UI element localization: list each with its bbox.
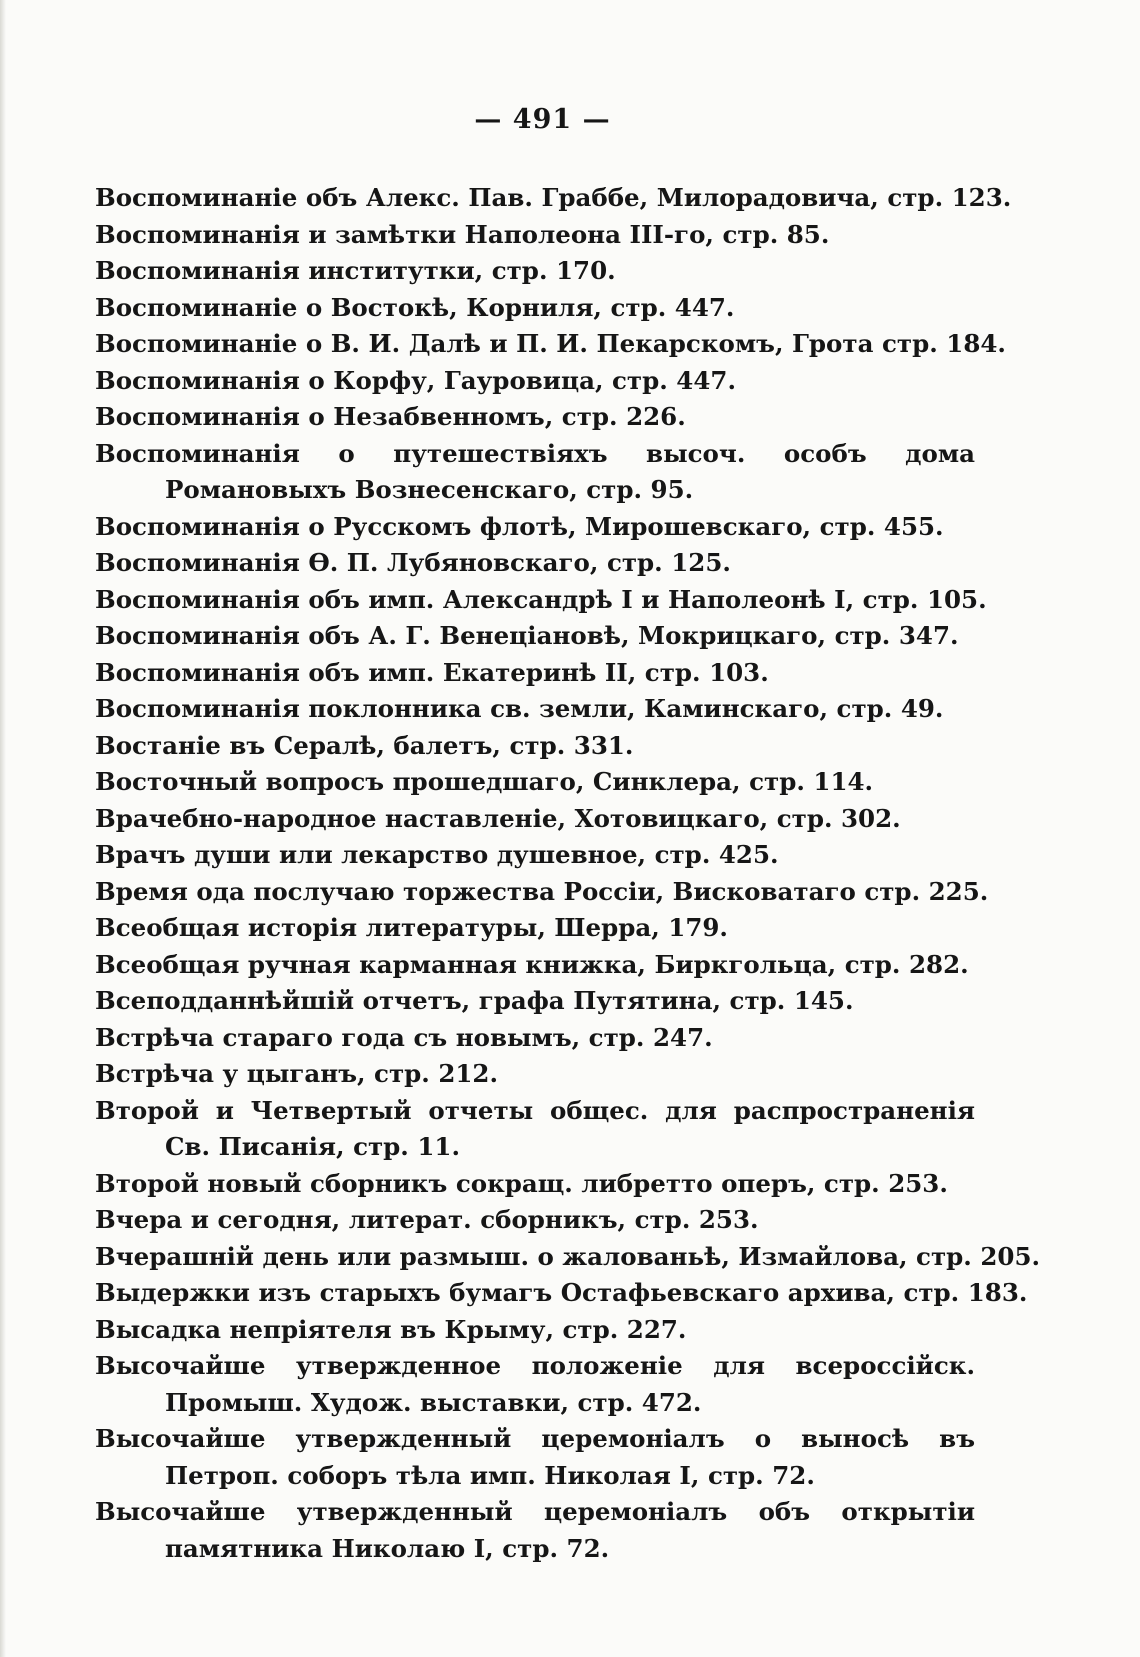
index-entry: Воспоминанія поклонника св. земли, Каминскаго, стр. 49. [95,694,944,723]
index-entry: Врачъ души или лекарство душевное, стр. 425. [95,840,779,869]
index-entry: Вчерашній день или размыш. о жалованьѣ, Измайлова, стр. 205. [95,1241,1041,1271]
index-entry: Воспоминаніе объ Алекс. Пав. Граббе, Милорадовича, стр. 123. [95,183,1012,212]
index-entry: Воспоминанія о путешествіяхъ высоч. особъ дома Романовыхъ Вознесенскаго, стр. 95. [95,438,975,504]
index-entry: Время ода послучаю торжества Россіи, Висковатаго стр. 225. [95,876,989,906]
index-entry: Воспоминанія о Корфу, Гауровица, стр. 447. [95,365,736,395]
index-entry: Воспоминаніе о Востокѣ, Корниля, стр. 447. [95,292,735,322]
index-entry: Воспоминанія о Незабвенномъ, стр. 226. [95,402,686,431]
index-entry: Восточный вопросъ прошедшаго, Синклера, стр. 114. [95,767,874,796]
index-entry: Высочайше утвержденный церемоніалъ объ открытіи памятника Николаю I, стр. 72. [95,1497,975,1563]
index-entry: Выдержки изъ старыхъ бумагъ Остафьевскаго архива, стр. 183. [95,1278,1028,1307]
index-entry: Воспоминанія объ имп. Александрѣ I и Наполеонѣ I, стр. 105. [95,584,987,614]
index-entry: Всеобщая ручная карманная книжка, Биркгольца, стр. 282. [95,949,969,979]
index-entry: Высочайше утвержденное положеніе для всероссійск. Промыш. Худож. выставки, стр. 472. [95,1351,975,1417]
index-entry: Высочайше утвержденный церемоніалъ о выносѣ въ Петроп. соборъ тѣла имп. Николая I, стр. 72. [95,1424,975,1490]
index-entry: Встрѣча у цыганъ, стр. 212. [95,1059,499,1088]
index-entry: Воспоминанія институтки, стр. 170. [95,256,616,285]
index-entry: Врачебно-народное наставленіе, Хотовицкаго, стр. 302. [95,803,901,833]
index-entry: Воспоминаніе о В. И. Далѣ и П. И. Пекарскомъ, Грота стр. 184. [95,329,1006,358]
index-entry: Воспоминанія о Русскомъ флотѣ, Мирошевскаго, стр. 455. [95,511,944,541]
index-entry: Второй и Четвертый отчеты общес. для распространенія Св. Писанія, стр. 11. [95,1095,975,1161]
index-entry: Воспоминанія и замѣтки Наполеона III-го, стр. 85. [95,219,830,249]
index-entry: Всеподданнѣйшій отчетъ, графа Путятина, стр. 145. [95,986,854,1015]
index-entry: Второй новый сборникъ сокращ. либретто оперъ, стр. 253. [95,1168,948,1198]
index-entry: Воспоминанія Ѳ. П. Лубяновскаго, стр. 125. [95,548,731,577]
index-entry: Вчера и сегодня, литерат. сборникъ, стр. 253. [95,1205,759,1234]
scan-edge [0,0,6,1657]
index-entries [95,180,1041,1567]
page-number: — 491 — [474,104,611,135]
index-entry: Востаніе въ Сералѣ, балетъ, стр. 331. [95,730,634,760]
index-entry: Воспоминанія объ имп. Екатеринѣ II, стр. 103. [95,657,769,687]
index-entry: Высадка непріятеля въ Крыму, стр. 227. [95,1314,687,1344]
index-entry: Всеобщая исторія литературы, Шерра, 179. [95,913,728,942]
index-entry: Встрѣча стараго года съ новымъ, стр. 247. [95,1022,713,1052]
index-entry: Воспоминанія объ А. Г. Венеціановѣ, Мокрицкаго, стр. 347. [95,621,959,650]
